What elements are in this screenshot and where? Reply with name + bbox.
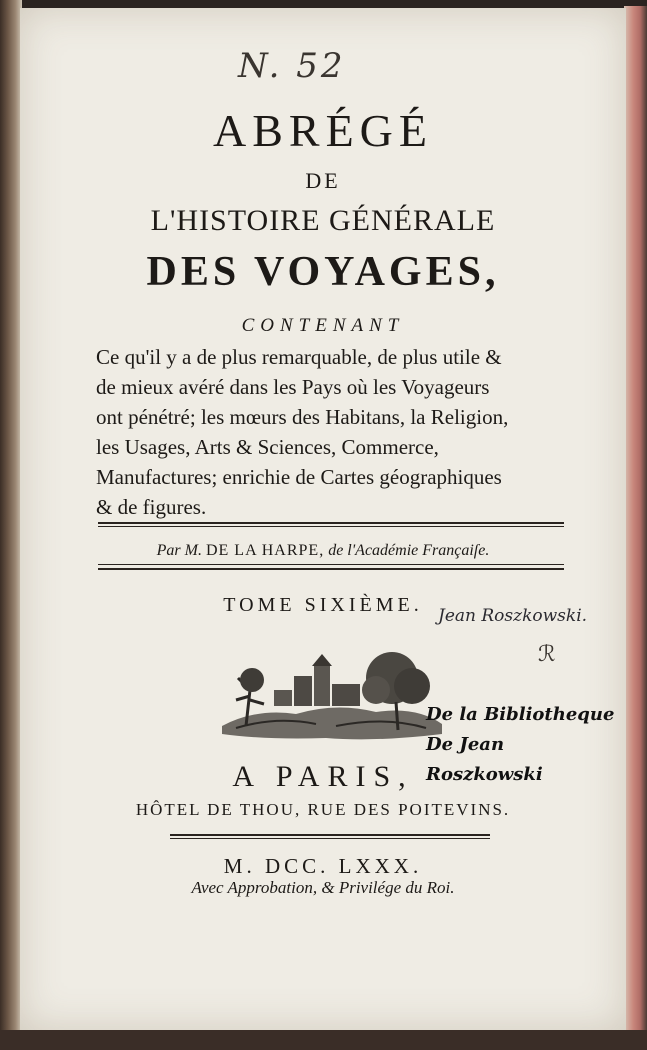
contenant-heading: CONTENANT xyxy=(241,315,405,336)
description-block xyxy=(96,342,566,522)
description-line: les Usages, Arts & Sciences, Commerce, xyxy=(96,435,439,459)
divider-rule xyxy=(98,526,564,527)
page-edge-right xyxy=(624,6,647,1036)
stamp-line: De Jean Roszkowski xyxy=(426,734,543,785)
stamp-line: De la Bibliotheque xyxy=(426,704,615,725)
author-affiliation: de l'Académie Françaiſe. xyxy=(328,542,490,559)
divider-rule xyxy=(98,522,564,524)
landscape-vignette-image xyxy=(216,630,446,746)
author-line xyxy=(20,542,626,560)
author-prefix: Par M. xyxy=(156,542,202,559)
publication-year: M. DCC. LXXX. xyxy=(223,854,423,878)
divider-rule xyxy=(98,568,564,570)
divider-rule xyxy=(170,838,490,839)
title-page xyxy=(20,8,626,1030)
description-line: Manufactures; enrichie de Cartes géographiques xyxy=(96,465,502,489)
title-abrege: ABRÉGÉ xyxy=(213,105,433,156)
handwritten-mark: ℛ xyxy=(538,642,556,667)
description-line: Ce qu'il y a de plus remarquable, de plus utile & xyxy=(96,345,502,369)
description-line: de mieux avéré dans les Pays où les Voyageurs xyxy=(96,375,490,399)
title-voyages: DES VOYAGES, xyxy=(146,249,500,295)
description-line: ont pénétré; les mœurs des Habitans, la Religion, xyxy=(96,405,509,429)
handwritten-owner: Jean Roszkowski. xyxy=(438,606,588,626)
description-line: & de figures. xyxy=(96,495,207,519)
divider-rule xyxy=(98,564,564,565)
book-spine xyxy=(0,0,22,1050)
privilege-line: Avec Approbation, & Privilége du Roi. xyxy=(191,878,455,897)
author-name: DE LA HARPE, xyxy=(205,542,325,559)
handwritten-number: N. 52 xyxy=(238,46,346,86)
divider-rule xyxy=(170,834,490,836)
publication-place: A PARIS, xyxy=(232,760,414,793)
tome-label: TOME SIXIÈME. xyxy=(223,594,423,616)
book-bottom-edge xyxy=(0,1030,647,1050)
title-de: DE xyxy=(305,168,341,193)
title-histoire: L'HISTOIRE GÉNÉRALE xyxy=(150,204,496,237)
publisher-address: HÔTEL DE THOU, RUE DES POITEVINS. xyxy=(135,800,511,819)
